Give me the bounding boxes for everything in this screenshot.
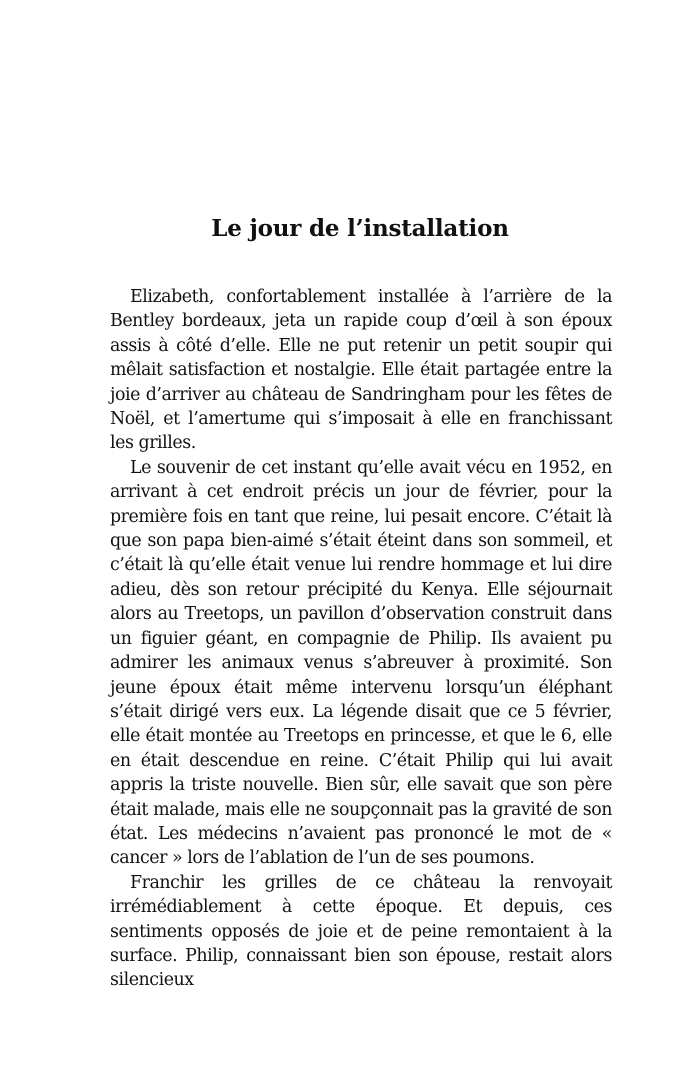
paragraph: Le souvenir de cet instant qu’elle avait vécu en 1952, en arrivant à cet endroit précis un jour de février, pour la première fois en tant que reine, lui pesait encore. C’était là que son papa bien-aimé s’était éteint dans son sommeil, et c’était là qu’elle était venue lui rendre hommage et lui dire adieu, dès son retour précipité du Kenya. Elle séjournait alors au Treetops, un pavillon d’observation construit dans un figuier géant, en compagnie de Philip. Ils avaient pu admirer les animaux venus s’abreuver à proximité. Son jeune époux était même intervenu lorsqu’un éléphant s’était dirigé vers eux. La légende disait que ce 5 février, elle était montée au Treetops en princesse, et que le 6, elle en était descendue en reine. C’était Philip qui lui avait appris la triste nouvelle. Bien sûr, elle savait que son père était malade, mais elle ne soupçonnait pas la gravité de son état. Les médecins n’avaient pas prononcé le mot de « cancer » lors de l’ablation de l’un de ses poumons.	[110, 457, 612, 869]
chapter-body	[110, 285, 612, 993]
chapter-title: Le jour de l’installation	[211, 215, 509, 242]
paragraph: Franchir les grilles de ce château la renvoyait irrémédiablement à cette époque. Et depuis, ces sentiments opposés de joie et de peine remontaient à la surface. Philip, connaissant bien son épouse, restait alors silencieux	[110, 872, 612, 991]
paragraph: Elizabeth, confortablement installée à l’arrière de la Bentley bordeaux, jeta un rapide coup d’œil à son époux assis à côté d’elle. Elle ne put retenir un petit soupir qui mêlait satisfaction et nostalgie. Elle était partagée entre la joie d’arriver au château de Sandringham pour les fêtes de Noël, et l’amertume qui s’imposait à elle en franchissant les grilles.	[110, 287, 612, 454]
